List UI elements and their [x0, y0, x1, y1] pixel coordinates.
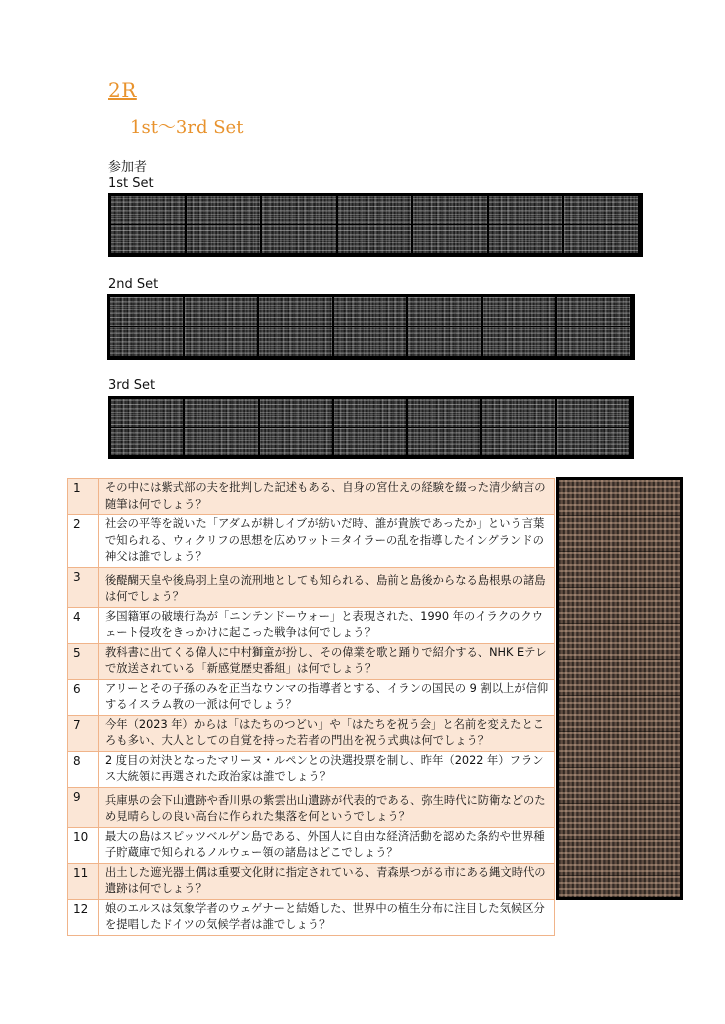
- answers-column-redacted: [556, 477, 683, 900]
- set-3-label: 3rd Set: [108, 378, 156, 393]
- question-text: 教科書に出てくる偉人に中村獅童が扮し、その偉業を歌と踊りで紹介する、NHK Eテレで放送されている「新感覚歴史番組」は何でしょう？: [99, 643, 555, 679]
- set-1-label: 1st Set: [108, 176, 154, 191]
- question-number: 7: [68, 715, 99, 751]
- question-text: 今年（2023 年）からは「はたちのつどい」や「はたちを祝う会」と名前を変えたところも多い、大人としての自覚を持った若者の門出を祝う式典は何でしょう？: [99, 715, 555, 751]
- question-row: [68, 899, 555, 935]
- question-row: [68, 643, 555, 679]
- question-text: 娘のエルスは気象学者のウェゲナーと結婚した、世界中の植生分布に注目した気候区分を提唱したドイツの気候学者は誰でしょう？: [99, 899, 555, 935]
- question-row: [68, 607, 555, 643]
- question-row: [68, 567, 555, 607]
- round-subtitle: 1st～3rd Set: [130, 117, 244, 138]
- question-number: 1: [68, 479, 99, 515]
- question-row: [68, 679, 555, 715]
- question-row: [68, 787, 555, 827]
- question-number: 10: [68, 827, 99, 863]
- question-row: [68, 515, 555, 568]
- set-1-participants-redacted: [108, 193, 643, 257]
- question-number: 5: [68, 643, 99, 679]
- question-text: その中には紫式部の夫を批判した記述もある、自身の宮仕えの経験を綴った清少納言の随筆は何でしょう？: [99, 479, 555, 515]
- question-number: 8: [68, 751, 99, 787]
- question-number: 11: [68, 863, 99, 899]
- questions-table: [67, 478, 555, 936]
- question-text: 2 度目の対決となったマリーヌ・ルペンとの決選投票を制し、昨年（2022 年）フランス大統領に再選された政治家は誰でしょう？: [99, 751, 555, 787]
- question-text: 出土した遮光器土偶は重要文化財に指定されている、青森県つがる市にある縄文時代の遺跡は何でしょう？: [99, 863, 555, 899]
- question-text: 後醍醐天皇や後鳥羽上皇の流刑地としても知られる、島前と島後からなる島根県の諸島は何でしょう？: [99, 567, 555, 607]
- set-2-participants-redacted: [107, 294, 635, 360]
- question-number: 2: [68, 515, 99, 568]
- set-2-label: 2nd Set: [108, 277, 159, 292]
- participants-heading: 参加者: [108, 160, 148, 175]
- question-row: [68, 827, 555, 863]
- question-number: 9: [68, 787, 99, 827]
- question-text: 最大の島はスピッツベルゲン島である、外国人に自由な経済活動を認めた条約や世界種子貯蔵庫で知られるノルウェー領の諸島はどこでしょう？: [99, 827, 555, 863]
- question-row: [68, 479, 555, 515]
- question-text: 兵庫県の会下山遺跡や香川県の紫雲出山遺跡が代表的である、弥生時代に防衛などのため見晴らしの良い高台に作られた集落を何というでしょう？: [99, 787, 555, 827]
- question-row: [68, 751, 555, 787]
- question-number: 4: [68, 607, 99, 643]
- round-title: 2R: [108, 78, 137, 102]
- question-text: 社会の平等を説いた「アダムが耕しイブが紡いだ時、誰が貴族であったか」という言葉で知られる、ウィクリフの思想を広めワット＝タイラーの乱を指導したイングランドの神父は誰でしょう？: [99, 515, 555, 568]
- question-text: 多国籍軍の破壊行為が「ニンテンドーウォー」と表現された、1990 年のイラクのクウェート侵攻をきっかけに起こった戦争は何でしょう？: [99, 607, 555, 643]
- set-3-participants-redacted: [108, 396, 634, 459]
- question-number: 3: [68, 567, 99, 607]
- question-row: [68, 863, 555, 899]
- question-row: [68, 715, 555, 751]
- question-text: アリーとその子孫のみを正当なウンマの指導者とする、イランの国民の 9 割以上が信仰するイスラム教の一派は何でしょう？: [99, 679, 555, 715]
- question-number: 6: [68, 679, 99, 715]
- question-number: 12: [68, 899, 99, 935]
